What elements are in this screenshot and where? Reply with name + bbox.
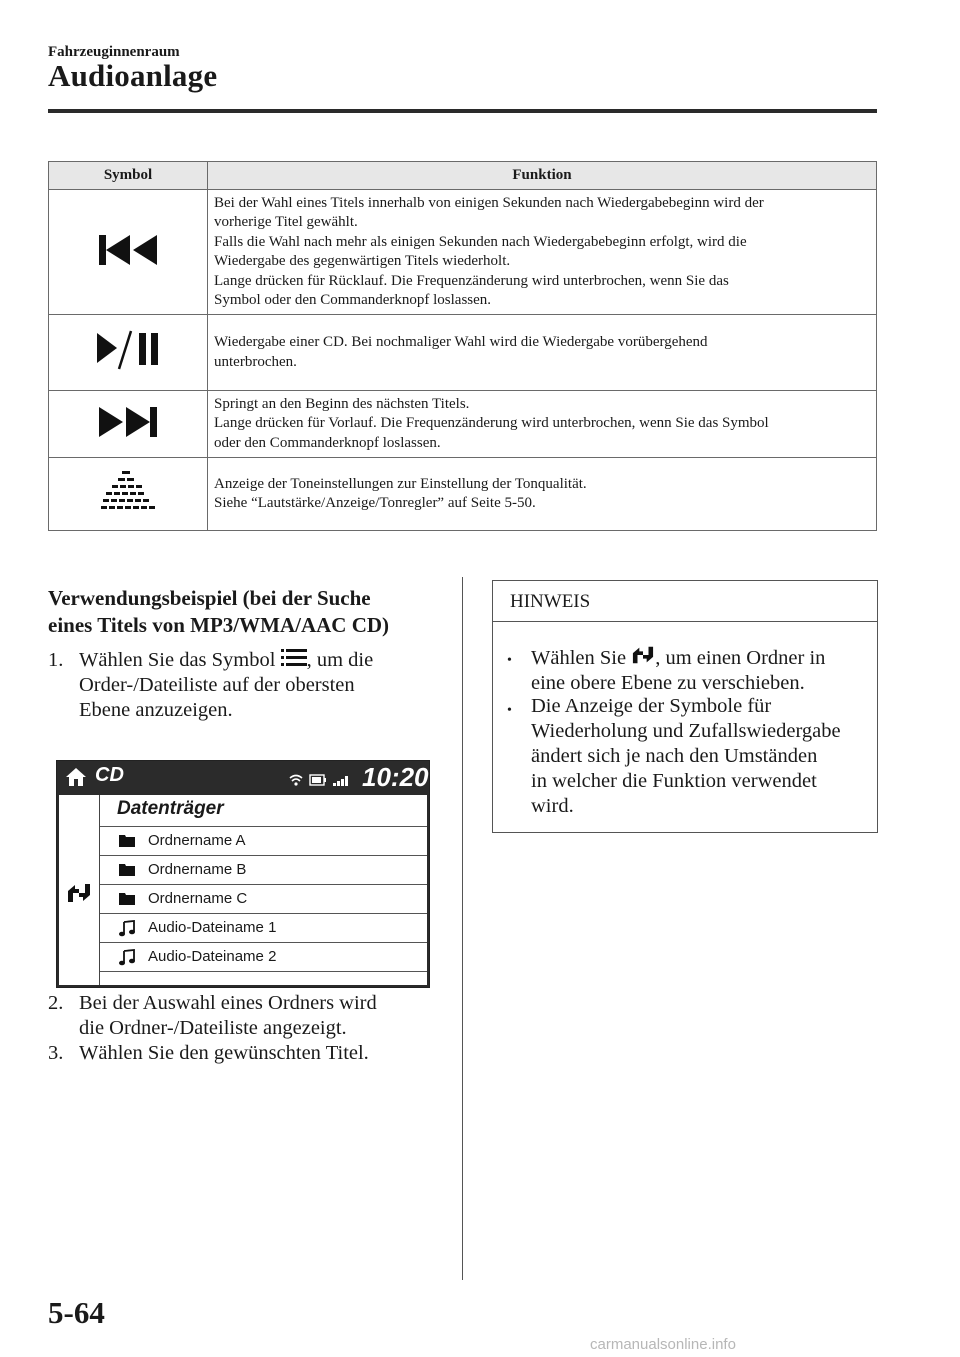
note-text: wird.: [531, 795, 574, 817]
description-cell: [208, 315, 877, 391]
note-text: eine obere Ebene zu verschieben.: [531, 672, 805, 694]
list-title: Datenträger: [117, 798, 224, 819]
description-line: Wiedergabe des gegenwärtigen Titels wiederholt.: [214, 253, 511, 269]
list-item[interactable]: [100, 885, 427, 914]
step-number: 2.: [48, 992, 64, 1014]
sound-settings-icon: [100, 469, 156, 515]
step-1: [48, 648, 448, 723]
list-item-label: Ordnername C: [148, 890, 248, 907]
symbol-cell: [49, 190, 208, 315]
description-line: Siehe “Lautstärke/Anzeige/Tonregler” auf Seite 5-50.: [214, 495, 536, 511]
description-cell: [208, 458, 877, 531]
signal-strength-icon: [332, 773, 352, 787]
step-number: 3.: [48, 1042, 64, 1064]
description-line: Wiedergabe einer CD. Bei nochmaliger Wahl wird die Wiedergabe vorübergehend: [214, 334, 708, 350]
wifi-icon: [289, 773, 303, 787]
note-text: ändert sich je nach den Umständen: [531, 745, 818, 767]
page-number: 5-64: [48, 1295, 105, 1330]
symbol-cell: [49, 391, 208, 458]
step-text: Ebene anzuzeigen.: [79, 699, 233, 721]
example-heading: [48, 585, 448, 639]
table-header-function: Funktion: [208, 162, 877, 190]
section-label: Fahrzeuginnenraum: [48, 44, 180, 60]
folder-icon: [118, 891, 136, 906]
note-box: [492, 580, 878, 833]
home-icon[interactable]: [65, 767, 87, 787]
source-label: CD: [95, 764, 124, 786]
description-line: Symbol oder den Commanderknopf loslassen.: [214, 292, 492, 308]
description-cell: [208, 391, 877, 458]
play-pause-icon: [95, 329, 161, 371]
list-item[interactable]: [100, 914, 427, 943]
bullet: •: [507, 703, 512, 718]
description-line: Falls die Wahl nach mehr als einigen Sekunden nach Wiedergabebeginn erfolgt, wird die: [214, 233, 747, 250]
chapter-title: Audioanlage: [48, 58, 218, 93]
example-heading-line: eines Titels von MP3/WMA/AAC CD): [48, 613, 390, 637]
description-line: Springt an den Beginn des nächsten Titels.: [214, 395, 470, 412]
description-line: unterbrochen.: [214, 353, 297, 370]
note-item: [507, 644, 869, 696]
music-note-icon: [118, 920, 136, 937]
list-icon: [281, 648, 307, 668]
note-text: in welcher die Funktion verwendet: [531, 770, 817, 792]
screen-body: [59, 795, 427, 985]
folder-up-icon[interactable]: [66, 881, 92, 905]
step-text: Bei der Auswahl eines Ordners wird: [79, 992, 377, 1014]
table-row: [49, 315, 877, 391]
column-divider: [462, 577, 463, 1280]
symbol-function-table: [48, 161, 877, 531]
folder-icon: [118, 862, 136, 877]
table-row: [49, 190, 877, 315]
screen-left-panel: [59, 795, 100, 985]
step-text: , um die: [306, 649, 374, 671]
example-heading-line: Verwendungsbeispiel (bei der Suche: [48, 586, 371, 610]
list-item[interactable]: [100, 856, 427, 885]
screen-status-bar: [57, 761, 429, 795]
folder-icon: [118, 833, 136, 848]
description-line: Lange drücken für Rücklauf. Die Frequenzänderung wird unterbrochen, wenn Sie das: [214, 272, 729, 289]
step-text: Wählen Sie den gewünschten Titel.: [79, 1042, 369, 1064]
previous-track-icon: [97, 232, 159, 268]
description-line: Lange drücken für Vorlauf. Die Frequenzänderung wird unterbrochen, wenn Sie das Symbol: [214, 415, 769, 432]
table-header-symbol: Symbol: [49, 162, 208, 190]
description-line: oder den Commanderknopf loslassen.: [214, 434, 441, 451]
bullet: •: [507, 653, 512, 668]
table-header-row: [49, 162, 877, 190]
note-text: , um einen Ordner in: [655, 647, 826, 669]
note-text: Wiederholung und Zufallswiedergabe: [531, 720, 841, 742]
table-row: [49, 391, 877, 458]
table-row: [49, 458, 877, 531]
note-title-bar: [493, 581, 877, 622]
symbol-cell: [49, 458, 208, 531]
step-3: [48, 1041, 448, 1066]
list-item-label: Audio-Dateiname 1: [148, 919, 277, 936]
clock: 10:20: [362, 762, 429, 792]
step-text: Wählen Sie das Symbol: [79, 649, 281, 671]
battery-icon: [309, 773, 327, 787]
folder-up-icon: [631, 644, 655, 666]
description-cell: [208, 190, 877, 315]
cd-screen: [56, 760, 430, 988]
symbol-cell: [49, 315, 208, 391]
step-text: die Ordner-/Dateiliste angezeigt.: [79, 1017, 347, 1039]
list-item[interactable]: [100, 827, 427, 856]
header-rule: [48, 109, 877, 113]
note-title: HINWEIS: [510, 591, 591, 612]
list-item-label: Audio-Dateiname 2: [148, 948, 277, 965]
list-header: [100, 795, 427, 827]
description-line: Anzeige der Toneinstellungen zur Einstellung der Tonqualität.: [214, 475, 587, 492]
note-text: Wählen Sie: [531, 647, 632, 669]
music-note-icon: [118, 949, 136, 966]
list-item-label: Ordnername A: [148, 832, 246, 849]
list-item-label: Ordnername B: [148, 861, 247, 878]
description-line: Bei der Wahl eines Titels innerhalb von einigen Sekunden nach Wiedergabebeginn wird der: [214, 194, 764, 211]
next-track-icon: [97, 404, 159, 440]
step-number: 1.: [48, 649, 64, 671]
watermark: carmanualsonline.info: [590, 1336, 736, 1353]
note-item: [507, 694, 869, 819]
description-line: vorherige Titel gewählt.: [214, 214, 358, 230]
note-text: Die Anzeige der Symbole für: [531, 695, 772, 717]
step-2: [48, 991, 448, 1041]
step-text: Order-/Dateiliste auf der obersten: [79, 674, 355, 696]
list-item[interactable]: [100, 943, 427, 972]
